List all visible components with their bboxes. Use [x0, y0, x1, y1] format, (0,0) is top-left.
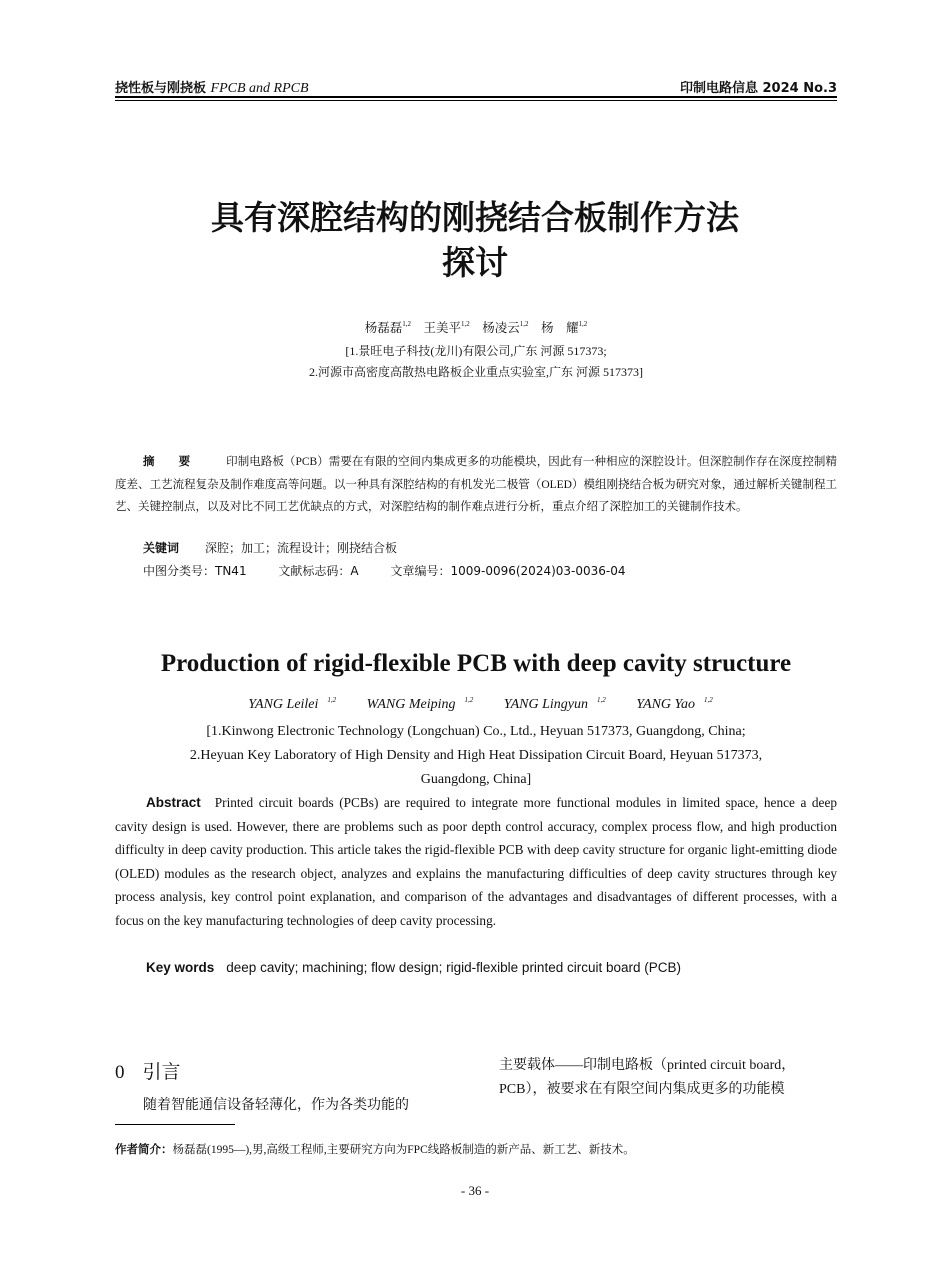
affiliations-en: [115, 720, 837, 792]
affiliation-en-1: [1.Kinwong Electronic Technology (Longchuan) Co., Ltd., Heyuan 517373, Guangdong, China;: [206, 724, 746, 739]
paper-title-en: Production of rigid-flexible PCB with deep cavity structure: [160, 650, 792, 677]
author-cn: 王美平$^{1,2}$: [423, 320, 470, 335]
page-number: - 36 -: [460, 1183, 490, 1198]
keywords-en-label: Key words: [146, 960, 215, 975]
section-title: 引言: [142, 1061, 181, 1083]
author-en: YANG Yao $^{1,2}$: [636, 696, 713, 712]
body-right-column: [499, 1054, 839, 1102]
keywords-cn-text: 深腔；加工；流程设计；刚挠结合板: [205, 541, 398, 555]
title-line-2: 探讨: [442, 243, 508, 282]
header-rule-thick: [115, 96, 837, 98]
footnote-text: 杨磊磊(1995—),男,高级工程师,主要研究方向为FPC线路板制造的新产品、新工艺、新技术。: [172, 1144, 635, 1156]
abstract-cn-text: 印制电路板（PCB）需要在有限的空间内集成更多的功能模块，因此有一种相应的深腔设计。但深腔制作存在深度控制精度差、工艺流程复杂及制作难度高等问题。以一种具有深腔结构的有机发光二极管（OLED）模组刚挠结合板为研究对象，通过解析关键制程工艺、关键控制点，以及对比不同工艺优缺点的方式，对深腔结构的制作难点进行分析，重点介绍了深腔加工的关键制作技术。: [115, 456, 837, 513]
abstract-en-text: Printed circuit boards (PCBs) are required to integrate more functional modules in limited space, hence a deep cavity design is used. However, there are problems such as poor depth control accuracy, complex process flow, and high production difficulty in deep cavity production. This article takes the rigid-flexible PCB with deep cavity structure for organic light-emitting diode (OLED) modules as the research object, analyzes and explains the manufacturing difficulties of deep cavity structures through key process analysis, key control point explanation, and comparison of the advantages and disadvantages of different processes, with a focus on the key manufacturing technologies of deep cavity processing.: [115, 795, 837, 928]
body-left-column: 随着智能通信设备轻薄化，作为各类功能的: [143, 1098, 409, 1113]
running-header-left: [115, 77, 309, 97]
footnote-rule: [115, 1124, 235, 1125]
author-en: YANG Leilei $^{1,2}$: [248, 696, 337, 712]
article-number: 文章编号：1009-0096(2024)03-0036-04: [390, 564, 626, 578]
header-rule-thin: [115, 100, 837, 101]
affiliation-cn-1: [1.景旺电子科技(龙川)有限公司,广东 河源 517373;: [345, 344, 607, 358]
affiliation-cn-2: 2.河源市高密度高散热电路板企业重点实验室,广东 河源 517373]: [309, 365, 643, 379]
running-header-right: 印制电路信息 2024 No.3: [679, 81, 837, 96]
author-cn: 杨磊磊$^{1,2}$: [364, 320, 411, 335]
journal-section-cn: 挠性板与刚挠板: [115, 81, 207, 96]
keywords-en: [146, 960, 681, 975]
footnote-label: 作者简介：: [115, 1142, 173, 1156]
author-cn: 杨 耀$^{1,2}$: [541, 320, 588, 335]
keywords-cn: [143, 539, 397, 556]
authors-en: [115, 696, 837, 713]
journal-section-en: FPCB and RPCB: [210, 81, 309, 96]
clc-number: 中图分类号：TN41: [143, 564, 247, 578]
section-heading: [115, 1057, 181, 1084]
body-right-line-1: 主要载体——印制电路板（printed circuit board，: [499, 1058, 796, 1073]
abstract-en: [115, 791, 837, 933]
affiliation-en-3: Guangdong, China]: [420, 772, 532, 787]
document-code: 文献标志码：A: [278, 564, 359, 578]
affiliation-en-2: 2.Heyuan Key Laboratory of High Density and High Heat Dissipation Circuit Board, Heyuan 517373,: [189, 748, 763, 763]
abstract-cn: [115, 450, 837, 519]
affiliations-cn: [115, 341, 837, 383]
abstract-cn-label: 摘 要: [143, 454, 201, 468]
classification-line: [143, 562, 654, 579]
paper-title-cn: [100, 195, 850, 285]
keywords-cn-label: 关键词: [143, 541, 180, 555]
keywords-en-text: deep cavity; machining; flow design; rigid-flexible printed circuit board (PCB): [226, 960, 681, 975]
author-en: YANG Lingyun $^{1,2}$: [503, 696, 606, 712]
author-en: WANG Meiping $^{1,2}$: [366, 696, 474, 712]
abstract-en-label: Abstract: [146, 795, 201, 810]
author-cn: 杨凌云$^{1,2}$: [482, 320, 529, 335]
authors-cn: [115, 318, 837, 336]
title-line-1: 具有深腔结构的刚挠结合板制作方法: [211, 198, 739, 237]
section-number: 0: [115, 1062, 125, 1083]
body-right-line-2: PCB），被要求在有限空间内集成更多的功能模: [499, 1082, 785, 1097]
author-footnote: [115, 1141, 635, 1157]
